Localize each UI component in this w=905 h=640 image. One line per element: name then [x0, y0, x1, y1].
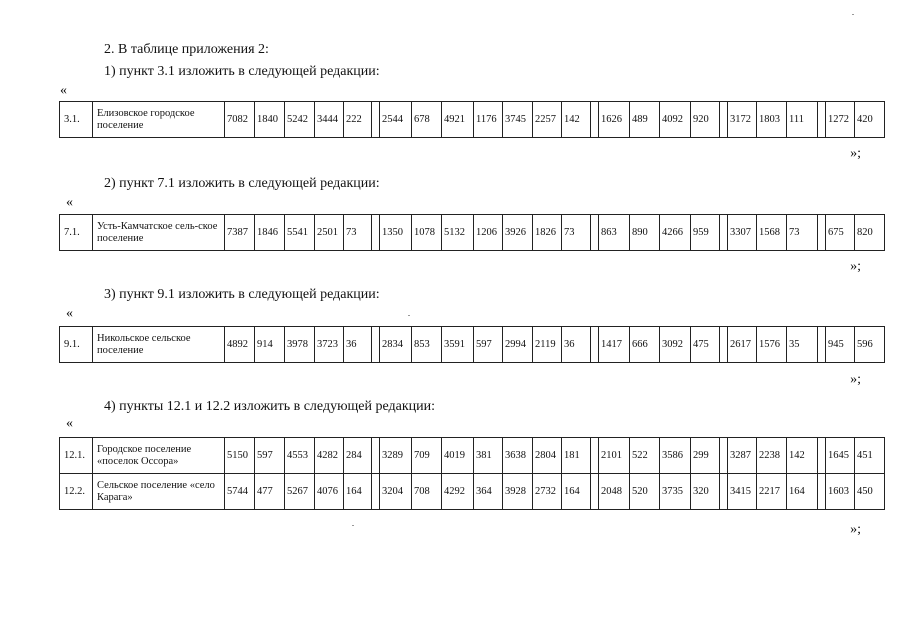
value-cell: 2217 [757, 474, 787, 510]
table-section-4 [59, 437, 885, 510]
value-cell: 675 [826, 215, 855, 251]
value-cell: 1350 [380, 215, 412, 251]
scan-speck [408, 315, 410, 316]
value-cell: 36 [562, 327, 591, 363]
value-cell: 111 [787, 102, 818, 138]
value-cell: 381 [474, 438, 503, 474]
value-cell: 2732 [533, 474, 562, 510]
value-cell [818, 438, 826, 474]
value-cell: 1603 [826, 474, 855, 510]
value-cell: 3092 [660, 327, 691, 363]
value-cell: 73 [787, 215, 818, 251]
value-cell: 164 [562, 474, 591, 510]
value-cell: 3928 [503, 474, 533, 510]
close-quote-3: »; [850, 372, 861, 387]
value-cell: 284 [344, 438, 372, 474]
value-cell: 142 [787, 438, 818, 474]
value-cell: 73 [562, 215, 591, 251]
table-section-1 [59, 101, 885, 138]
value-cell: 1272 [826, 102, 855, 138]
value-cell: 3204 [380, 474, 412, 510]
value-cell: 945 [826, 327, 855, 363]
value-cell: 2048 [599, 474, 630, 510]
value-cell: 299 [691, 438, 720, 474]
value-cell: 2101 [599, 438, 630, 474]
value-cell: 3586 [660, 438, 691, 474]
open-quote-1: « [60, 83, 67, 98]
value-cell: 3307 [728, 215, 757, 251]
value-cell: 920 [691, 102, 720, 138]
row-number: 9.1. [60, 327, 93, 363]
value-cell: 475 [691, 327, 720, 363]
close-quote-2: »; [850, 259, 861, 274]
value-cell: 1846 [255, 215, 285, 251]
value-cell: 1803 [757, 102, 787, 138]
value-cell: 4019 [442, 438, 474, 474]
value-cell [818, 215, 826, 251]
value-cell: 35 [787, 327, 818, 363]
settlement-name: Сельское поселение «село Карага» [93, 474, 225, 510]
value-cell: 522 [630, 438, 660, 474]
value-cell: 2501 [315, 215, 344, 251]
value-cell: 2544 [380, 102, 412, 138]
value-cell: 3289 [380, 438, 412, 474]
row-number: 12.2. [60, 474, 93, 510]
value-cell: 420 [855, 102, 885, 138]
value-cell: 5150 [225, 438, 255, 474]
table-row [60, 215, 885, 251]
value-cell: 520 [630, 474, 660, 510]
value-cell: 678 [412, 102, 442, 138]
value-cell: 3638 [503, 438, 533, 474]
value-cell: 853 [412, 327, 442, 363]
value-cell: 489 [630, 102, 660, 138]
value-cell [818, 327, 826, 363]
value-cell [372, 438, 380, 474]
value-cell: 709 [412, 438, 442, 474]
value-cell: 4282 [315, 438, 344, 474]
value-cell: 7387 [225, 215, 255, 251]
value-cell: 2257 [533, 102, 562, 138]
value-cell: 5541 [285, 215, 315, 251]
value-cell: 164 [787, 474, 818, 510]
value-cell: 3723 [315, 327, 344, 363]
close-quote-4: »; [850, 522, 861, 537]
value-cell: 914 [255, 327, 285, 363]
section-3-heading: 3) пункт 9.1 изложить в следующей редакции: [104, 287, 380, 302]
value-cell: 3591 [442, 327, 474, 363]
value-cell: 1576 [757, 327, 787, 363]
settlement-name: Городское поселение «поселок Оссора» [93, 438, 225, 474]
value-cell [591, 215, 599, 251]
scan-speck [852, 14, 854, 15]
value-cell: 222 [344, 102, 372, 138]
value-cell: 1826 [533, 215, 562, 251]
value-cell [818, 474, 826, 510]
value-cell: 364 [474, 474, 503, 510]
value-cell: 596 [855, 327, 885, 363]
section-1-heading: 1) пункт 3.1 изложить в следующей редакции: [104, 64, 380, 79]
close-quote-1: »; [850, 146, 861, 161]
value-cell: 3287 [728, 438, 757, 474]
value-cell: 4921 [442, 102, 474, 138]
value-cell: 4892 [225, 327, 255, 363]
value-cell: 5242 [285, 102, 315, 138]
value-cell [591, 474, 599, 510]
value-cell: 2617 [728, 327, 757, 363]
value-cell: 3745 [503, 102, 533, 138]
value-cell: 4292 [442, 474, 474, 510]
value-cell: 7082 [225, 102, 255, 138]
table-row [60, 474, 885, 510]
table-section-3 [59, 326, 885, 363]
value-cell: 2804 [533, 438, 562, 474]
value-cell: 2834 [380, 327, 412, 363]
value-cell [720, 438, 728, 474]
row-number: 3.1. [60, 102, 93, 138]
value-cell: 450 [855, 474, 885, 510]
open-quote-4: « [66, 416, 73, 431]
value-cell: 1206 [474, 215, 503, 251]
value-cell [591, 438, 599, 474]
value-cell: 4266 [660, 215, 691, 251]
value-cell: 1645 [826, 438, 855, 474]
value-cell [720, 474, 728, 510]
table-row [60, 327, 885, 363]
value-cell: 3735 [660, 474, 691, 510]
value-cell [372, 474, 380, 510]
value-cell: 2994 [503, 327, 533, 363]
value-cell: 4553 [285, 438, 315, 474]
value-cell: 2238 [757, 438, 787, 474]
settlement-name: Елизовское городское поселение [93, 102, 225, 138]
section-4-heading: 4) пункты 12.1 и 12.2 изложить в следующей редакции: [104, 399, 436, 414]
value-cell: 1840 [255, 102, 285, 138]
value-cell [372, 215, 380, 251]
table-row [60, 438, 885, 474]
value-cell: 3926 [503, 215, 533, 251]
value-cell: 1176 [474, 102, 503, 138]
value-cell: 959 [691, 215, 720, 251]
value-cell: 142 [562, 102, 591, 138]
value-cell: 708 [412, 474, 442, 510]
value-cell: 3415 [728, 474, 757, 510]
intro-line: 2. В таблице приложения 2: [104, 42, 269, 57]
table-section-2 [59, 214, 885, 251]
table-row [60, 102, 885, 138]
value-cell: 1417 [599, 327, 630, 363]
value-cell [372, 327, 380, 363]
row-number: 12.1. [60, 438, 93, 474]
value-cell: 820 [855, 215, 885, 251]
value-cell: 477 [255, 474, 285, 510]
value-cell: 5132 [442, 215, 474, 251]
settlement-name: Усть-Камчатское сель-ское поселение [93, 215, 225, 251]
value-cell: 4076 [315, 474, 344, 510]
row-number: 7.1. [60, 215, 93, 251]
value-cell [591, 102, 599, 138]
value-cell: 863 [599, 215, 630, 251]
value-cell: 451 [855, 438, 885, 474]
value-cell: 320 [691, 474, 720, 510]
value-cell [720, 327, 728, 363]
value-cell: 1626 [599, 102, 630, 138]
scan-speck [352, 525, 354, 526]
value-cell: 666 [630, 327, 660, 363]
value-cell: 36 [344, 327, 372, 363]
value-cell [720, 102, 728, 138]
value-cell [372, 102, 380, 138]
value-cell: 1568 [757, 215, 787, 251]
value-cell: 597 [255, 438, 285, 474]
value-cell: 1078 [412, 215, 442, 251]
value-cell: 890 [630, 215, 660, 251]
open-quote-3: « [66, 306, 73, 321]
section-2-heading: 2) пункт 7.1 изложить в следующей редакции: [104, 176, 380, 191]
value-cell: 181 [562, 438, 591, 474]
value-cell [591, 327, 599, 363]
value-cell: 3978 [285, 327, 315, 363]
settlement-name: Никольское сельское поселение [93, 327, 225, 363]
value-cell: 4092 [660, 102, 691, 138]
value-cell: 5267 [285, 474, 315, 510]
value-cell: 597 [474, 327, 503, 363]
open-quote-2: « [66, 195, 73, 210]
value-cell [818, 102, 826, 138]
value-cell: 2119 [533, 327, 562, 363]
value-cell: 3172 [728, 102, 757, 138]
value-cell: 5744 [225, 474, 255, 510]
value-cell: 3444 [315, 102, 344, 138]
value-cell: 164 [344, 474, 372, 510]
value-cell: 73 [344, 215, 372, 251]
value-cell [720, 215, 728, 251]
